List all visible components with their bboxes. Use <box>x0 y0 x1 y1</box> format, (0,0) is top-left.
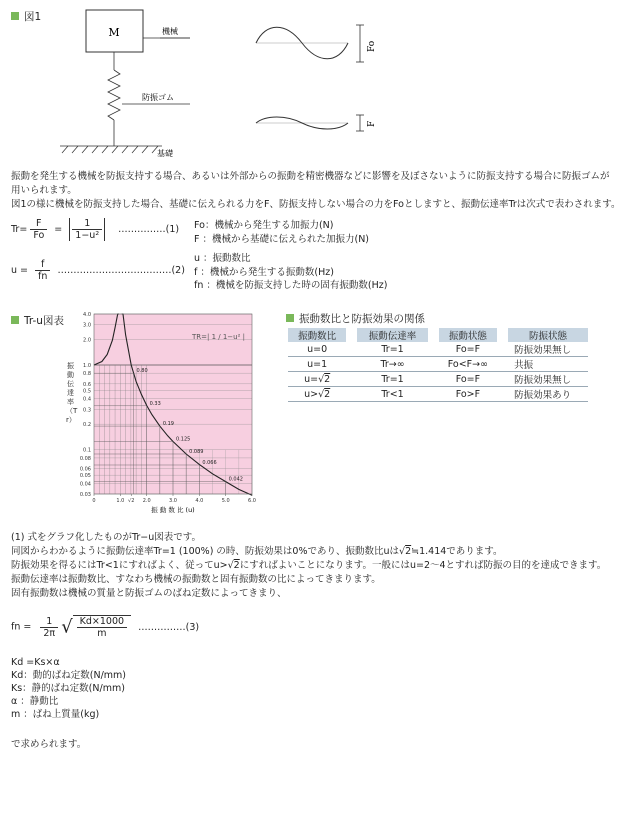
annotation-label: 0.19 <box>162 421 174 428</box>
table-row: u=0 Tr=1 Fo=F 防振効果無し <box>288 342 588 357</box>
formula1-num2: 1 <box>72 218 102 230</box>
formula1-lhs: Tr= <box>11 224 28 235</box>
vibration-table <box>288 328 588 402</box>
formula3-lhs: fn = <box>11 621 32 633</box>
tr-u-chart <box>62 308 272 523</box>
def-kd-formula: Kd =Ks×α <box>11 657 60 668</box>
x-tick-label: 2.0 <box>142 498 151 504</box>
fig1-heading: 図1 <box>11 9 41 24</box>
mass-label: M <box>108 26 120 39</box>
y-tick-label: 0.03 <box>79 492 91 498</box>
body-p4: 振動伝達率は振動数比、すなわち機械の振動数と固有振動数の比によってきまります。 <box>11 574 381 585</box>
body-p1: (1) 式をグラフ化したものがTr−u図表です。 <box>11 532 202 543</box>
x-tick-label: 1.0 <box>116 498 125 504</box>
annotation-label: 0.33 <box>149 400 161 407</box>
green-square-icon <box>11 12 19 20</box>
x-tick-label: 3.0 <box>169 498 177 504</box>
table-row: u>√2 Tr<1 Fo>F 防振効果あり <box>288 387 588 402</box>
formula1-num: F <box>30 218 47 230</box>
f-label: F <box>367 120 377 127</box>
table-row: u=√2 Tr=1 Fo=F 防振効果無し <box>288 372 588 387</box>
y-tick-label: 2.0 <box>83 337 91 344</box>
x-tick-label: 5.0 <box>221 498 230 504</box>
base-label: 基礎 <box>157 149 173 158</box>
rubber-label: 防振ゴム <box>142 93 174 102</box>
intro-line3: 図1の様に機械を防振支持した場合、基礎に伝えられる力をF、防振支持しない場合の力をFoとしますと、振動伝達率Trは次式で表わされます。 <box>11 199 621 210</box>
y-tick-label: 0.6 <box>83 381 91 388</box>
y-tick-label: 0.8 <box>83 371 91 378</box>
y-tick-labels <box>80 312 91 498</box>
annotation-label: 0.125 <box>176 436 191 443</box>
y-tick-label: 0.4 <box>83 396 91 403</box>
legend-f: F ：機械から基礎に伝えられた加振力(N) <box>194 234 370 245</box>
annotation-label: 0.042 <box>228 476 243 483</box>
x-axis-label: 振 動 数 比 (u) <box>151 506 195 514</box>
formula2-legend <box>194 252 387 293</box>
legend-fo: Fo：機械から発生する加振力(N) <box>194 220 334 231</box>
body-p2: 同図からわかるように振動伝達率Tr=1 (100%) の時、防振効果は0%であり、振動数比uは√2≒1.414であります。 <box>11 546 503 557</box>
x-tick-labels <box>92 498 256 504</box>
annotation-label: 0.089 <box>189 448 204 455</box>
formula1-tag: ……………(1) <box>118 224 180 235</box>
def-ks: Ks：静的ばね定数(N/mm) <box>11 683 125 694</box>
formula2-tag: ………………………………(2) <box>57 265 185 276</box>
y-tick-label: 0.5 <box>83 388 91 395</box>
formula1 <box>11 218 179 241</box>
formula-box <box>191 333 245 341</box>
y-tick-label: 3.0 <box>83 322 91 329</box>
y-tick-label: 0.3 <box>83 407 91 414</box>
formula3-root-den: m <box>97 628 107 639</box>
fig1-diagram <box>40 0 400 165</box>
intro-line1: 振動を発生する機械を防振支持する場合、あるいは外部からの振動を精密機器などに影響を及ぼさないように防振支持する場合に防振ゴムが <box>11 171 610 182</box>
formula3-root-num: Kd×1000 <box>77 616 127 628</box>
definitions <box>11 656 126 721</box>
formula1-eq: = <box>54 224 63 235</box>
th-transmissibility: 振動伝達率 <box>357 328 427 342</box>
green-square-icon <box>286 314 294 322</box>
x-tick-label: 6.0 <box>248 498 256 504</box>
def-alpha: α ：静動比 <box>11 696 59 707</box>
x-tick-label: 4.0 <box>195 498 204 504</box>
y-tick-label: 0.08 <box>79 455 91 462</box>
intro-line2: 用いられます。 <box>11 185 77 196</box>
formula1-den2: 1−u² <box>75 230 100 241</box>
y-tick-label: 0.2 <box>83 422 91 429</box>
formula-box-text: TR=| 1 / 1−u² | <box>192 333 245 341</box>
closing-text: で求められます。 <box>11 739 87 750</box>
y-tick-label: 4.0 <box>83 312 91 318</box>
formula2-lhs: u = <box>11 265 29 276</box>
body-p5: 固有振動数は機械の質量と防振ゴムのばね定数によってきまり、 <box>11 588 287 599</box>
legend-freq: f ：機械から発生する振動数(Hz) <box>194 266 334 278</box>
def-kd: Kd：動的ばね定数(N/mm) <box>11 670 126 681</box>
table-header-row <box>288 328 588 342</box>
y-tick-label: 0.1 <box>83 447 91 454</box>
formula3-den: 2π <box>43 627 56 639</box>
x-tick-label: 0 <box>92 498 96 504</box>
formula1-legend <box>194 219 369 247</box>
y-tick-label: 0.05 <box>79 473 91 480</box>
formula1-den: Fo <box>33 230 45 241</box>
y-tick-label: 0.04 <box>79 481 91 488</box>
th-effect: 防振状態 <box>508 328 588 342</box>
table-heading: 振動数比と防振効果の関係 <box>286 311 425 326</box>
def-m: m ：ばね上質量(kg) <box>11 709 100 720</box>
legend-u: u ：振動数比 <box>194 253 251 264</box>
th-ratio: 振動数比 <box>288 328 346 342</box>
formula3-num: 1 <box>40 616 58 628</box>
body-p3: 防振効果を得るにはTr<1にすればよく、従ってu>√2にすればよいことになります。一般にはu=2～4とすれば防振の目的を達成できます。 <box>11 560 607 571</box>
chart-heading: Tr-u図表 <box>11 313 64 328</box>
table-row: u=1 Tr→∞ Fo<F→∞ 共振 <box>288 357 588 372</box>
annotation-label: 0.066 <box>202 459 217 466</box>
y-tick-label: 1.0 <box>83 362 91 369</box>
formula3: fn = $\frac{1}{2\pi}$ √ $\frac{Kd\times 1000}{m}$ ……………(3) <box>11 615 200 639</box>
formula2 <box>11 259 185 282</box>
green-square-icon <box>11 316 19 324</box>
formula2-num: f <box>35 259 50 271</box>
formula2-den: fn <box>38 271 48 282</box>
annotation-label: 0.80 <box>136 368 148 375</box>
machine-label: 機械 <box>162 27 178 36</box>
formula3-tag: ……………(3) <box>138 621 200 633</box>
legend-fn: fn ：機械を防振支持した時の固有振動数(Hz) <box>194 280 388 291</box>
fo-label: Fo <box>367 40 377 52</box>
spring <box>108 70 120 120</box>
y-axis-label: 振動伝達率（Tr） <box>66 362 78 424</box>
y-tick-label: 0.06 <box>79 466 91 473</box>
th-state: 振動状態 <box>439 328 497 342</box>
x-tick-label: √2 <box>128 498 135 504</box>
